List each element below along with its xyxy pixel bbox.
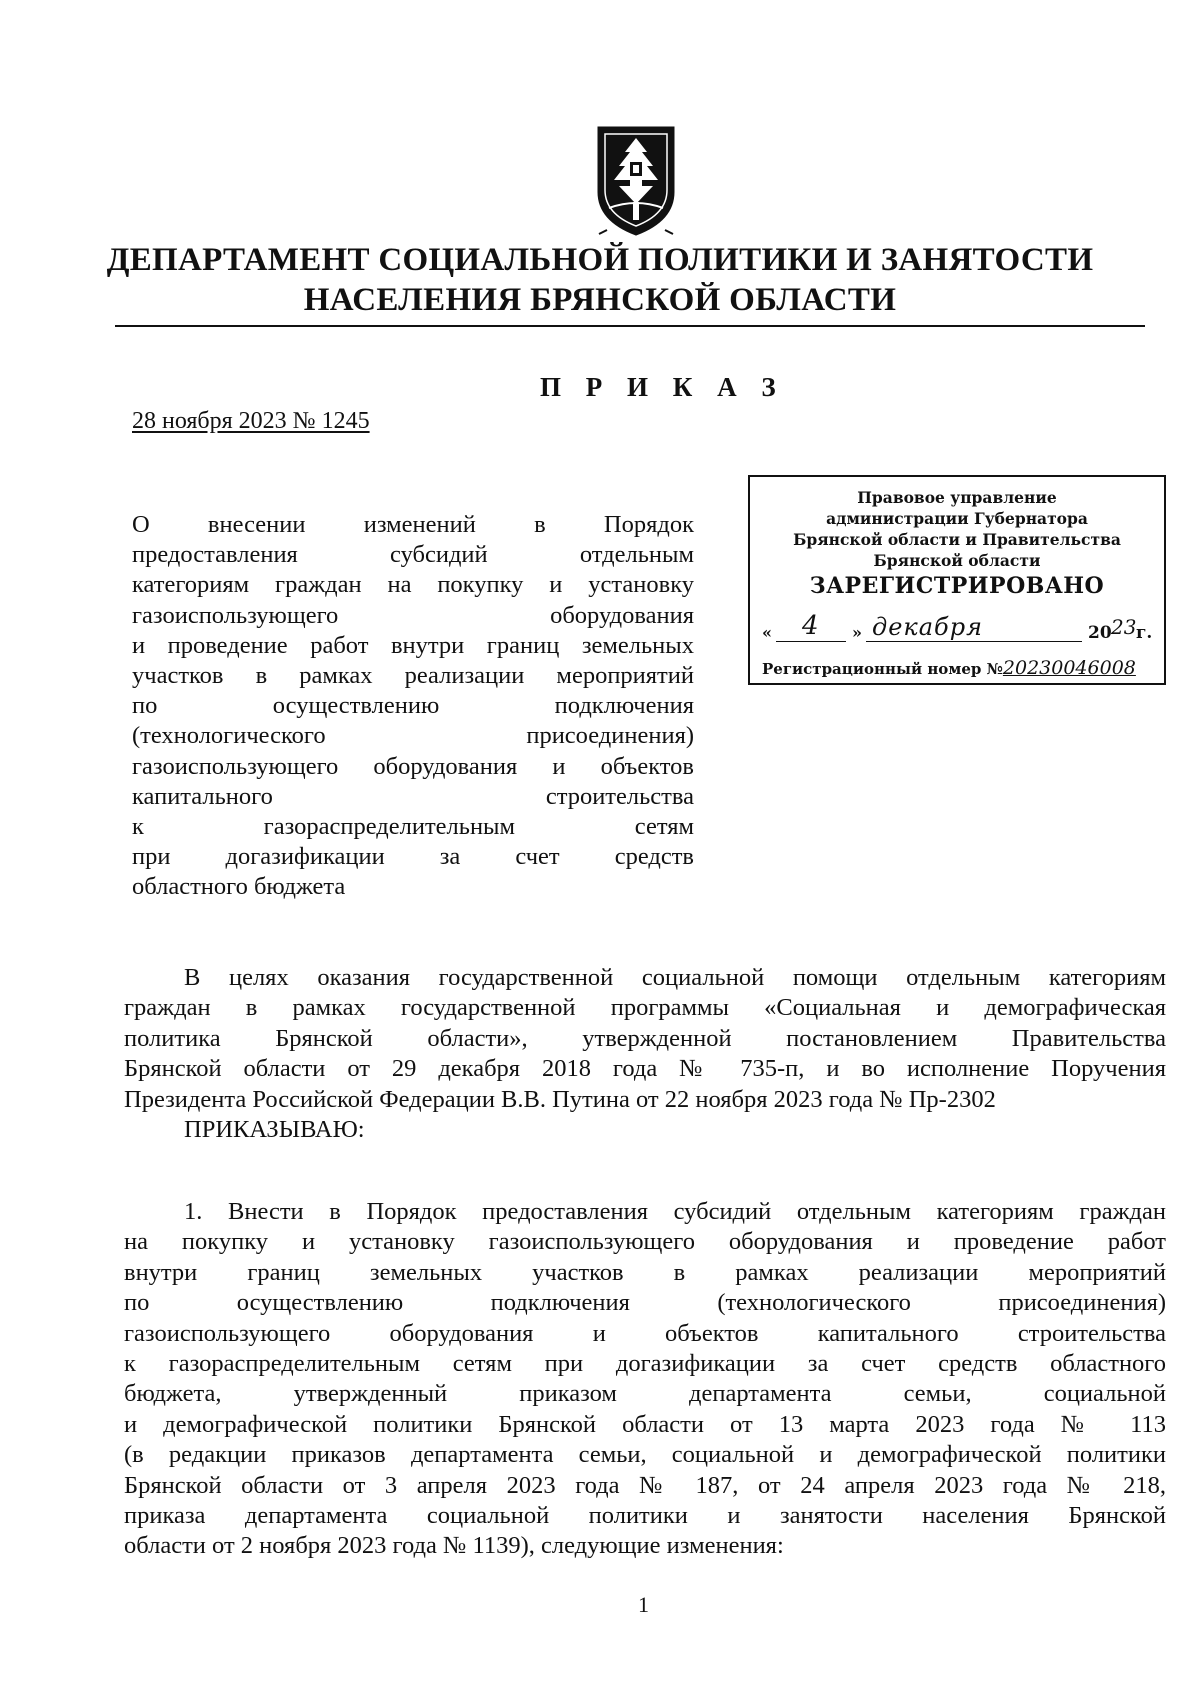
subject-line: при догазификации за счет средств [132,843,694,871]
stamp-line: Правовое управление [857,488,1057,507]
stamp-month: декабря [872,613,983,641]
subject-line: (технологического присоединения) [132,722,694,750]
subject-line: газоиспользующего оборудования [132,601,694,629]
stamp-line: администрации Губернатора [826,509,1088,528]
item-line: (в редакции приказов департамента семьи, социальной и демографической политики [124,1441,1166,1469]
preamble-line: Брянской области от 29 декабря 2018 года № 735-п, и во исполнение Поручения [124,1055,1166,1083]
page-number: 1 [638,1592,649,1617]
document-date-number: 28 ноября 2023 № 1245 [132,408,370,434]
preamble-paragraph [124,963,1166,1145]
registration-stamp [748,475,1166,685]
department-title-line1: ДЕПАРТАМЕНТ СОЦИАЛЬНОЙ ПОЛИТИКИ И ЗАНЯТОСТИ [106,242,1094,278]
subject-line: О внесении изменений в Порядок [132,511,694,538]
stamp-line: Брянской области [873,551,1041,570]
item-line: газоиспользующего оборудования и объектов капитального строительства [124,1319,1166,1347]
item-line: внутри границ земельных участков в рамках реализации мероприятий [124,1258,1166,1286]
department-title [80,240,1120,320]
stamp-day: 4 [802,611,819,641]
item-line: приказа департамента социальной политики и занятости населения Брянской [124,1502,1166,1530]
document-type: П Р И К А З [540,372,785,402]
item-line: 1. Внести в Порядок предоставления субсидий отдельным категориям граждан [184,1198,1166,1225]
order-directive: ПРИКАЗЫВАЮ: [184,1116,365,1144]
item-line: бюджета, утвержденный приказом департамента семьи, социальной [124,1380,1166,1408]
item-line: Брянской области от 3 апреля 2023 года № 187, от 24 апреля 2023 года № 218, [124,1471,1166,1499]
preamble-line: политика Брянской области», утвержденной постановлением Правительства [124,1024,1166,1052]
subject-line: и проведение работ внутри границ земельных [132,631,694,659]
stamp-reg-label: Регистрационный номер № [762,660,1003,678]
stamp-year-prefix: 20 [1088,623,1112,643]
item-1-paragraph [124,1197,1166,1562]
order-subject [132,510,694,903]
subject-line: капитального строительства [132,782,694,810]
department-title-line2: НАСЕЛЕНИЯ БРЯНСКОЙ ОБЛАСТИ [303,282,897,318]
stamp-date-line: « 4 » декабря 20 23 г. [762,611,1153,643]
preamble-line: Президента Российской Федерации В.В. Путина от 22 ноября 2023 года № Пр-2302 [124,1085,996,1113]
item-line: к газораспределительным сетям при догазификации за счет средств областного [124,1350,1166,1378]
subject-line: областного бюджета [132,873,346,901]
preamble-line: В целях оказания государственной социальной помощи отдельным категориям [184,964,1166,991]
subject-line: газоиспользующего оборудования и объектов [132,752,694,780]
stamp-reg-number: 20230046008 [1002,657,1136,679]
coat-of-arms-icon [595,122,677,240]
subject-line: категориям граждан на покупку и установку [132,571,694,599]
stamp-year-unit: г. [1136,623,1153,643]
subject-line: участков в рамках реализации мероприятий [132,662,694,690]
subject-line: предоставления субсидий отдельным [132,541,694,569]
stamp-registration-number [762,657,1136,679]
preamble-line: граждан в рамках государственной программы «Социальная и демографическая [124,994,1166,1022]
item-line: по осуществлению подключения (технологического присоединения) [124,1289,1166,1317]
subject-line: по осуществлению подключения [132,692,694,720]
item-line: и демографической политики Брянской области от 13 марта 2023 года № 113 [124,1410,1166,1438]
item-line: на покупку и установку газоиспользующего оборудования и проведение работ [124,1228,1166,1256]
subject-line: к газораспределительным сетям [132,813,694,841]
header-divider [115,325,1145,327]
stamp-year-suffix: 23 [1111,615,1137,639]
stamp-registered: ЗАРЕГИСТРИРОВАНО [809,573,1105,599]
item-line: области от 2 ноября 2023 года № 1139), следующие изменения: [124,1532,784,1560]
stamp-line: Брянской области и Правительства [793,530,1121,549]
